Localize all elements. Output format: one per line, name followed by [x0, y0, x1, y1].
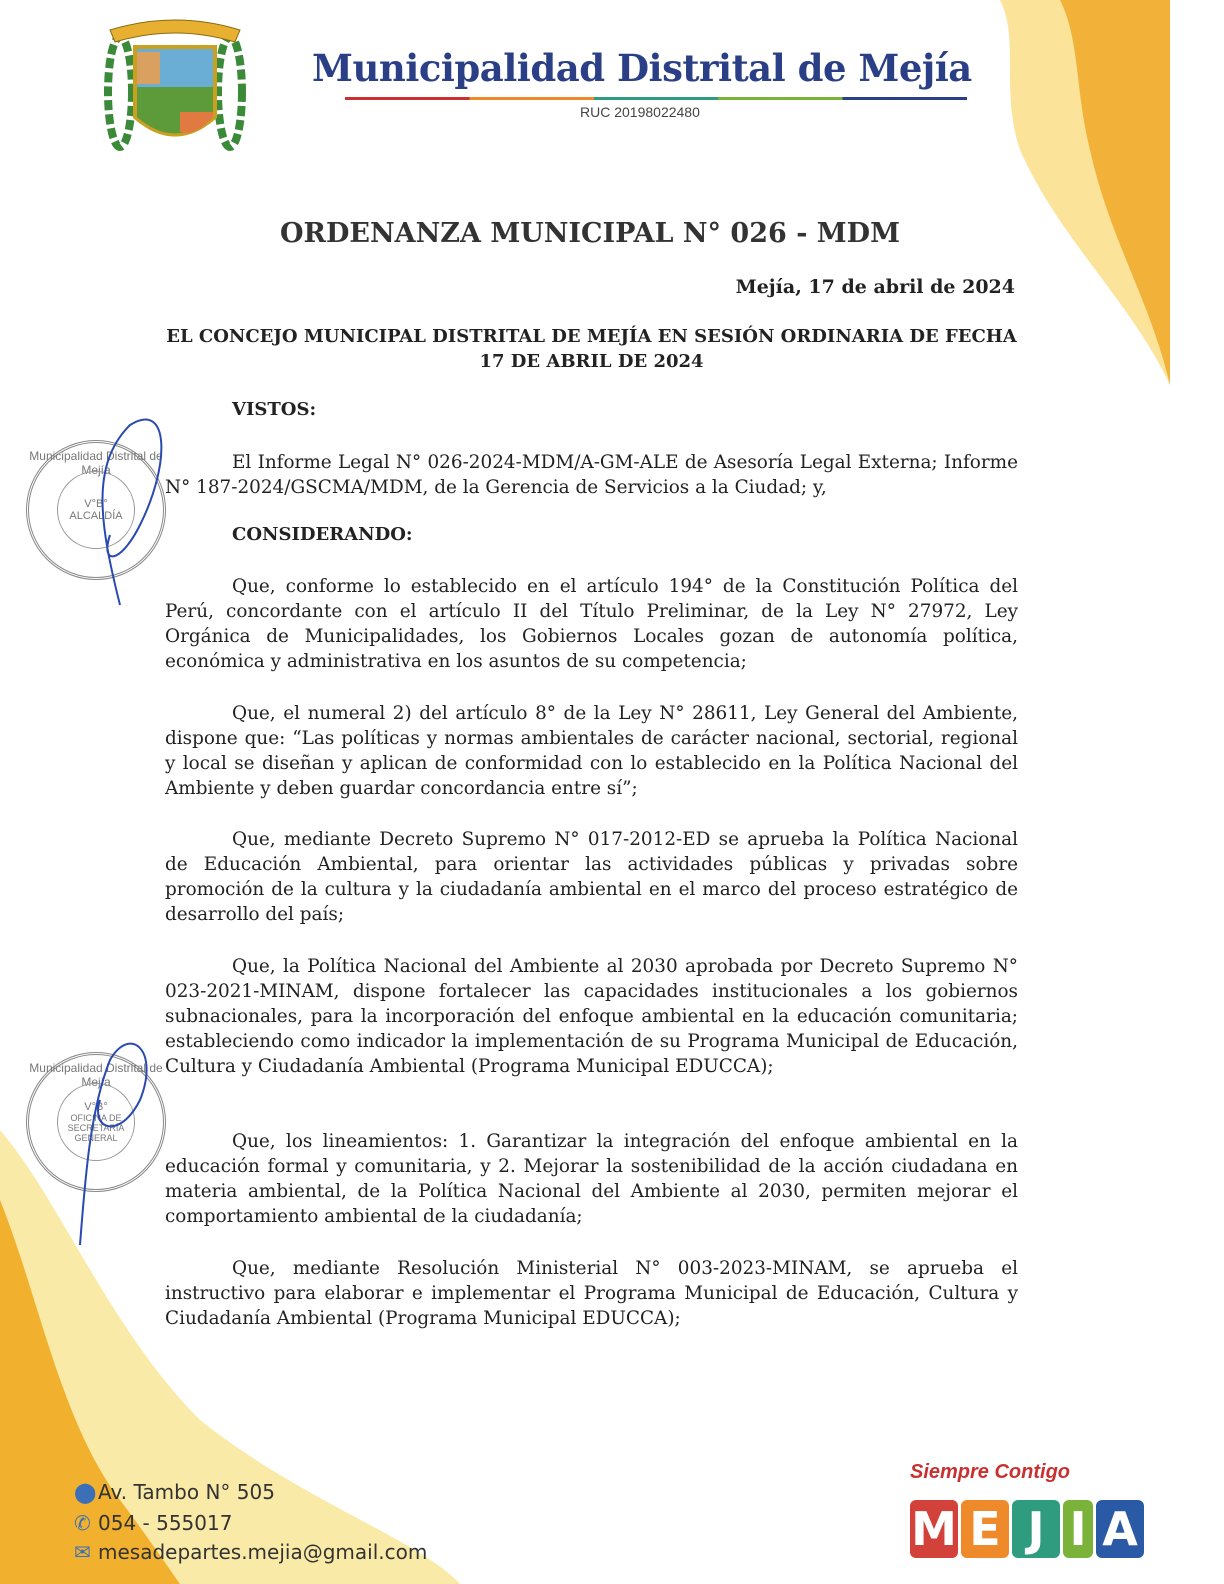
handwritten-signature	[80, 405, 180, 615]
seal-office: OFICINA DE SECRETARÍA GENERAL	[67, 1113, 125, 1143]
email-icon: ✉	[74, 1540, 91, 1564]
brand-letter: I	[1063, 1500, 1093, 1558]
slogan: Siempre Contigo	[910, 1461, 1071, 1483]
footer-address	[74, 1480, 275, 1504]
phone-text: 054 - 555017	[98, 1511, 233, 1535]
rainbow-divider	[345, 97, 967, 100]
brand-letter: M	[911, 1502, 957, 1556]
vistos-heading: VISTOS:	[232, 399, 317, 420]
footer-email	[74, 1540, 427, 1564]
footer-phone	[74, 1511, 232, 1535]
concejo-heading: EL CONCEJO MUNICIPAL DISTRITAL DE MEJÍA EN SESIÓN ORDINARIA DE FECHA 17 DE ABRIL DE 2024	[166, 326, 1017, 372]
brand-letter: A	[1096, 1500, 1144, 1558]
seal-office: ALCALDÍA	[69, 510, 123, 522]
paragraph: Que, mediante Decreto Supremo N° 017-2012-ED se aprueba la Política Nacional de Educación Ambiental, para orientar las actividades públicas y privadas sobre promoción de la cultura y la ciudadanía ambiental en el marco del proceso estratégico de desarrollo del país;	[165, 829, 1018, 925]
handwritten-signature	[60, 1030, 170, 1250]
paragraph: Que, el numeral 2) del artículo 8° de la Ley N° 28611, Ley General del Ambiente, dispone que: “Las políticas y normas ambientales de carácter nacional, sectorial, regional y local se diseñan y aplican de conformidad con lo establecido en la Política Nacional del Ambiente y deben guardar concordancia entre sí”;	[165, 703, 1018, 799]
brand-letter: E	[961, 1500, 1009, 1558]
considerando-heading: CONSIDERANDO:	[232, 524, 413, 545]
mejia-brand-logo	[910, 1500, 1144, 1558]
document-title: ORDENANZA MUNICIPAL N° 026 - MDM	[280, 218, 900, 249]
paragraph: Que, conforme lo establecido en el artículo 194° de la Constitución Política del Perú, concordante con el artículo II del Título Preliminar, de la Ley N° 27972, Ley Orgánica de Municipalidades, los Gobiernos Locales gozan de autonomía política, económica y administrativa en los asuntos de su competencia;	[165, 576, 1018, 672]
document-date: Mejía, 17 de abril de 2024	[735, 276, 1015, 298]
brand-letter: J	[1012, 1500, 1060, 1558]
seal-vobo: V°B°	[84, 498, 108, 510]
ruc-number: RUC 20198022480	[580, 104, 700, 120]
seal-ring-text: Municipalidad Distrital de Mejía	[29, 449, 163, 477]
vistos-paragraph: El Informe Legal N° 026-2024-MDM/A-GM-ALE de Asesoría Legal Externa; Informe N° 187-2024/GSCMA/MDM, de la Gerencia de Servicios a la Ciudad; y,	[165, 452, 1018, 498]
address-text: Av. Tambo N° 505	[98, 1480, 275, 1504]
email-text[interactable]: mesadepartes.mejia@gmail.com	[98, 1540, 428, 1564]
municipal-coat-of-arms-logo	[100, 12, 250, 160]
paragraph: Que, los lineamientos: 1. Garantizar la integración del enfoque ambiental en la educación formal y comunitaria, y 2. Mejorar la sostenibilidad de la acción ciudadana en materia ambiental, de la Política Nacional del Ambiente al 2030, permiten mejorar el comportamiento ambiental de la ciudadanía;	[165, 1131, 1018, 1227]
paragraph: Que, mediante Resolución Ministerial N° 003-2023-MINAM, se aprueba el instructivo para elaborar e implementar el Programa Municipal de Educación, Cultura y Ciudadanía Ambiental (Programa Municipal EDUCCA);	[165, 1258, 1018, 1329]
phone-icon: ✆	[74, 1511, 91, 1535]
location-pin-icon: ⬤	[74, 1480, 97, 1504]
institution-name: Municipalidad Distrital de Mejía	[312, 46, 972, 90]
seal-ring-text: Municipalidad Distrital de Mejía	[29, 1061, 163, 1089]
seal-vobo: V°B°	[84, 1101, 108, 1113]
paragraph: Que, la Política Nacional del Ambiente al 2030 aprobada por Decreto Supremo N° 023-2021-MINAM, dispone fortalecer las capacidades institucionales a los gobiernos subnacionales, para la incorporación del enfoque ambiental en la educación comunitaria; estableciendo como indicador la implementación de su Programa Municipal de Educación, Cultura y Ciudadanía Ambiental (Programa Municipal EDUCCA);	[165, 956, 1018, 1077]
